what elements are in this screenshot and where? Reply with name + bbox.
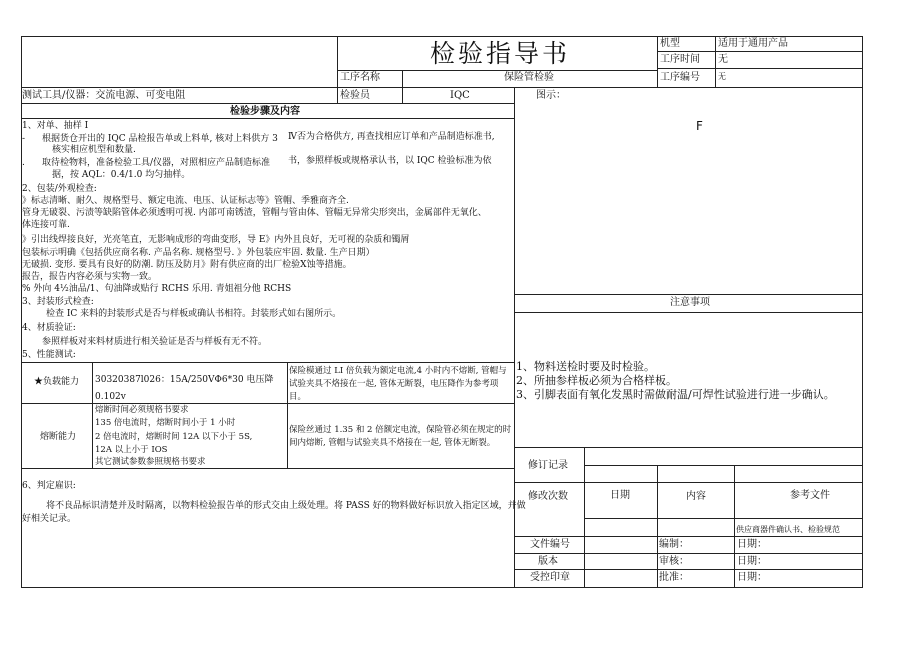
step1-bullet-2: . bbox=[22, 158, 25, 168]
perf-row2-label: 熔断能力 bbox=[40, 432, 77, 442]
step4-line-1: 参照样板对来料材质进行相关验证是否与样板有无不符。 bbox=[42, 337, 268, 347]
perf-row2-spec-2: 135 倍电流时，熔断时间小于 1 小时 bbox=[95, 418, 236, 428]
perf-row2-spec-3: 2 倍电流时，熔断时间 12A 以下小于 5S, bbox=[95, 432, 253, 442]
perf-row1-method-2: 试验夹具不烙接在一起, 管体无断裂，电压降作为参考项 bbox=[289, 379, 499, 389]
seal-label: 受控印章 bbox=[530, 572, 570, 583]
step2-line-1: 》标志清晰、耐久、规格型号、额定电流、电压、认证标志等》管帽、季雅商齐全. bbox=[22, 196, 349, 206]
step3-title: 3、封装形式检查: bbox=[22, 297, 94, 307]
note-1: 1、物料送检时要及时检验。 bbox=[516, 360, 655, 373]
step2-line-5: 包装标示明确《包括供应商名称. 产品名称. 规格型号. 》外包装应牢固. 数量. 生产日期） bbox=[22, 248, 375, 258]
model-label: 机型 bbox=[660, 38, 680, 49]
perf-row2-method-1: 保险丝通过 1.35 和 2 倍额定电流，保险管必须在规定的时 bbox=[289, 425, 512, 435]
inspector-value: IQC bbox=[450, 90, 470, 101]
tools-label: 测试工具/仪器：交流电源、可变电阻 bbox=[22, 90, 186, 101]
step1-line-3: 取待检物料，准备检验工具/仪器，对照相应产品制造标准 bbox=[42, 158, 271, 168]
process-no-label: 工序编号 bbox=[660, 72, 700, 83]
step2-line-7: 报告，报告内容必须与实物一致。 bbox=[22, 272, 158, 282]
approve-label: 批准： bbox=[659, 572, 689, 583]
diagram-figure-letter: F bbox=[696, 119, 703, 133]
step2-line-6: 无破损. 变形. 要具有良好的防潮. 防压及防月》附有供应商的出厂检验Ⅹ蚀等措施。 bbox=[22, 260, 352, 270]
perf-row2-spec-5: 其它测试参数参照规格书要求 bbox=[95, 457, 206, 467]
perf-row1-method-3: 目。 bbox=[289, 392, 307, 402]
process-name-label: 工序名称 bbox=[340, 72, 380, 83]
step1-line-1b: Ⅳ否为合格供方, 再查找相应订单和产品制造标准书, bbox=[288, 132, 495, 142]
perf-row2-spec-4: 12A 以上小于 IOS bbox=[95, 445, 168, 455]
step5-title: 5、性能测试: bbox=[22, 350, 76, 360]
step6-line-1: 将不良品标识清楚并及时隔离，以物料检验报告单的形式交由上级处理。将 PASS 好的物料做好标识放入指定区域，并做 bbox=[46, 501, 526, 511]
step1-bullet-1: - bbox=[22, 134, 26, 144]
perf-row2-spec-1: 熔断时间必须规格书要求 bbox=[95, 405, 189, 415]
revision-ref-value: 供应商器件确认书、检验规范 bbox=[736, 525, 840, 534]
revision-count-label: 修改次数 bbox=[528, 491, 568, 502]
perf-row2-method-2: 间内熔断, 管帽与试验夹具不烙接在一起, 管体无断裂。 bbox=[289, 438, 496, 448]
step3-line-1: 检查 IC 来料的封装形式是否与样板或确认书相符。封装形式如右图所示。 bbox=[46, 309, 342, 319]
perf-row1-method-1: 保险模通过 LI 倍负载为额定电流,4 小时内不熔断, 管帽与 bbox=[289, 366, 507, 376]
step6-line-2: 好相关记录。 bbox=[22, 514, 77, 524]
step1-line-2: 核实相应机型和数量. bbox=[52, 145, 136, 155]
edit-date-label: 日期： bbox=[737, 539, 767, 550]
revision-record-label: 修订记录 bbox=[528, 460, 568, 471]
model-value: 适用于通用产品 bbox=[718, 38, 788, 49]
step2-line-8: % 外向 4½油品/1、句油降或贴行 RCHS 乐用. 青姐祖分他 RCHS bbox=[22, 284, 292, 294]
step4-title: 4、材质验证: bbox=[22, 323, 76, 333]
perf-row1-label: ★负载能力 bbox=[34, 377, 80, 387]
review-date-label: 日期： bbox=[737, 556, 767, 567]
step1-line-4: 据，按 AQL：0.4/1.0 均匀抽样。 bbox=[52, 170, 191, 180]
process-no-value: 无 bbox=[718, 72, 726, 81]
steps-heading: 检验步骤及内容 bbox=[230, 106, 300, 117]
note-3: 3、引脚表面有氧化发黑时需做耐温/可焊性试验进行进一步确认。 bbox=[516, 388, 835, 401]
step2-line-3: 体连接可靠. bbox=[22, 220, 70, 230]
version-label: 版本 bbox=[538, 556, 558, 567]
edit-label: 编制： bbox=[659, 539, 689, 550]
review-label: 审核： bbox=[659, 556, 689, 567]
step2-title: 2、包装/外观检查: bbox=[22, 184, 97, 194]
perf-row1-spec-2: 0.102v bbox=[95, 392, 126, 402]
process-name-value: 保险管检验 bbox=[504, 72, 554, 83]
perf-row1-spec-1: 30320387l026：15A/250VΦ6*30 电压降 bbox=[95, 375, 274, 385]
step1-line-1: 根据货仓开出的 IQC 品检报告单或上料单, 核对上料供方 3 bbox=[42, 134, 278, 144]
revision-ref-header: 参考文件 bbox=[790, 490, 830, 501]
step2-line-4: 》引出线焊接良好，光亮笔直，无影响成形的弯曲变形，导 E》内外且良好，无可视的杂质和镯屑 bbox=[22, 235, 410, 245]
revision-date-header: 日期 bbox=[610, 490, 630, 501]
process-time-value: 无 bbox=[718, 54, 728, 65]
step1-line-3b: 书，参照样板或规格承认书，以 IQC 检验标准为依 bbox=[288, 156, 492, 166]
inspector-label: 检验员 bbox=[340, 90, 370, 101]
step1-title: 1、对单、抽样 I bbox=[22, 121, 89, 131]
revision-content-header: 内容 bbox=[686, 491, 706, 502]
file-no-label: 文件编号 bbox=[530, 539, 570, 550]
note-2: 2、所抽参样板必须为合格样板。 bbox=[516, 374, 677, 387]
approve-date-label: 日期： bbox=[737, 572, 767, 583]
step2-line-2: 管身无破裂、污渍等缺陷管体必须透明可视. 内部可南锈渣，管帽与管由体、管幅无异常尖形突出，金属部件无氧化、 bbox=[22, 208, 487, 218]
step6-title: 6、判定雇识: bbox=[22, 481, 76, 491]
process-time-label: 工序时间 bbox=[660, 54, 700, 65]
page-title: 检验指导书 bbox=[430, 39, 571, 68]
diagram-label: 图示： bbox=[536, 90, 566, 101]
notes-heading: 注意事项 bbox=[670, 297, 710, 308]
